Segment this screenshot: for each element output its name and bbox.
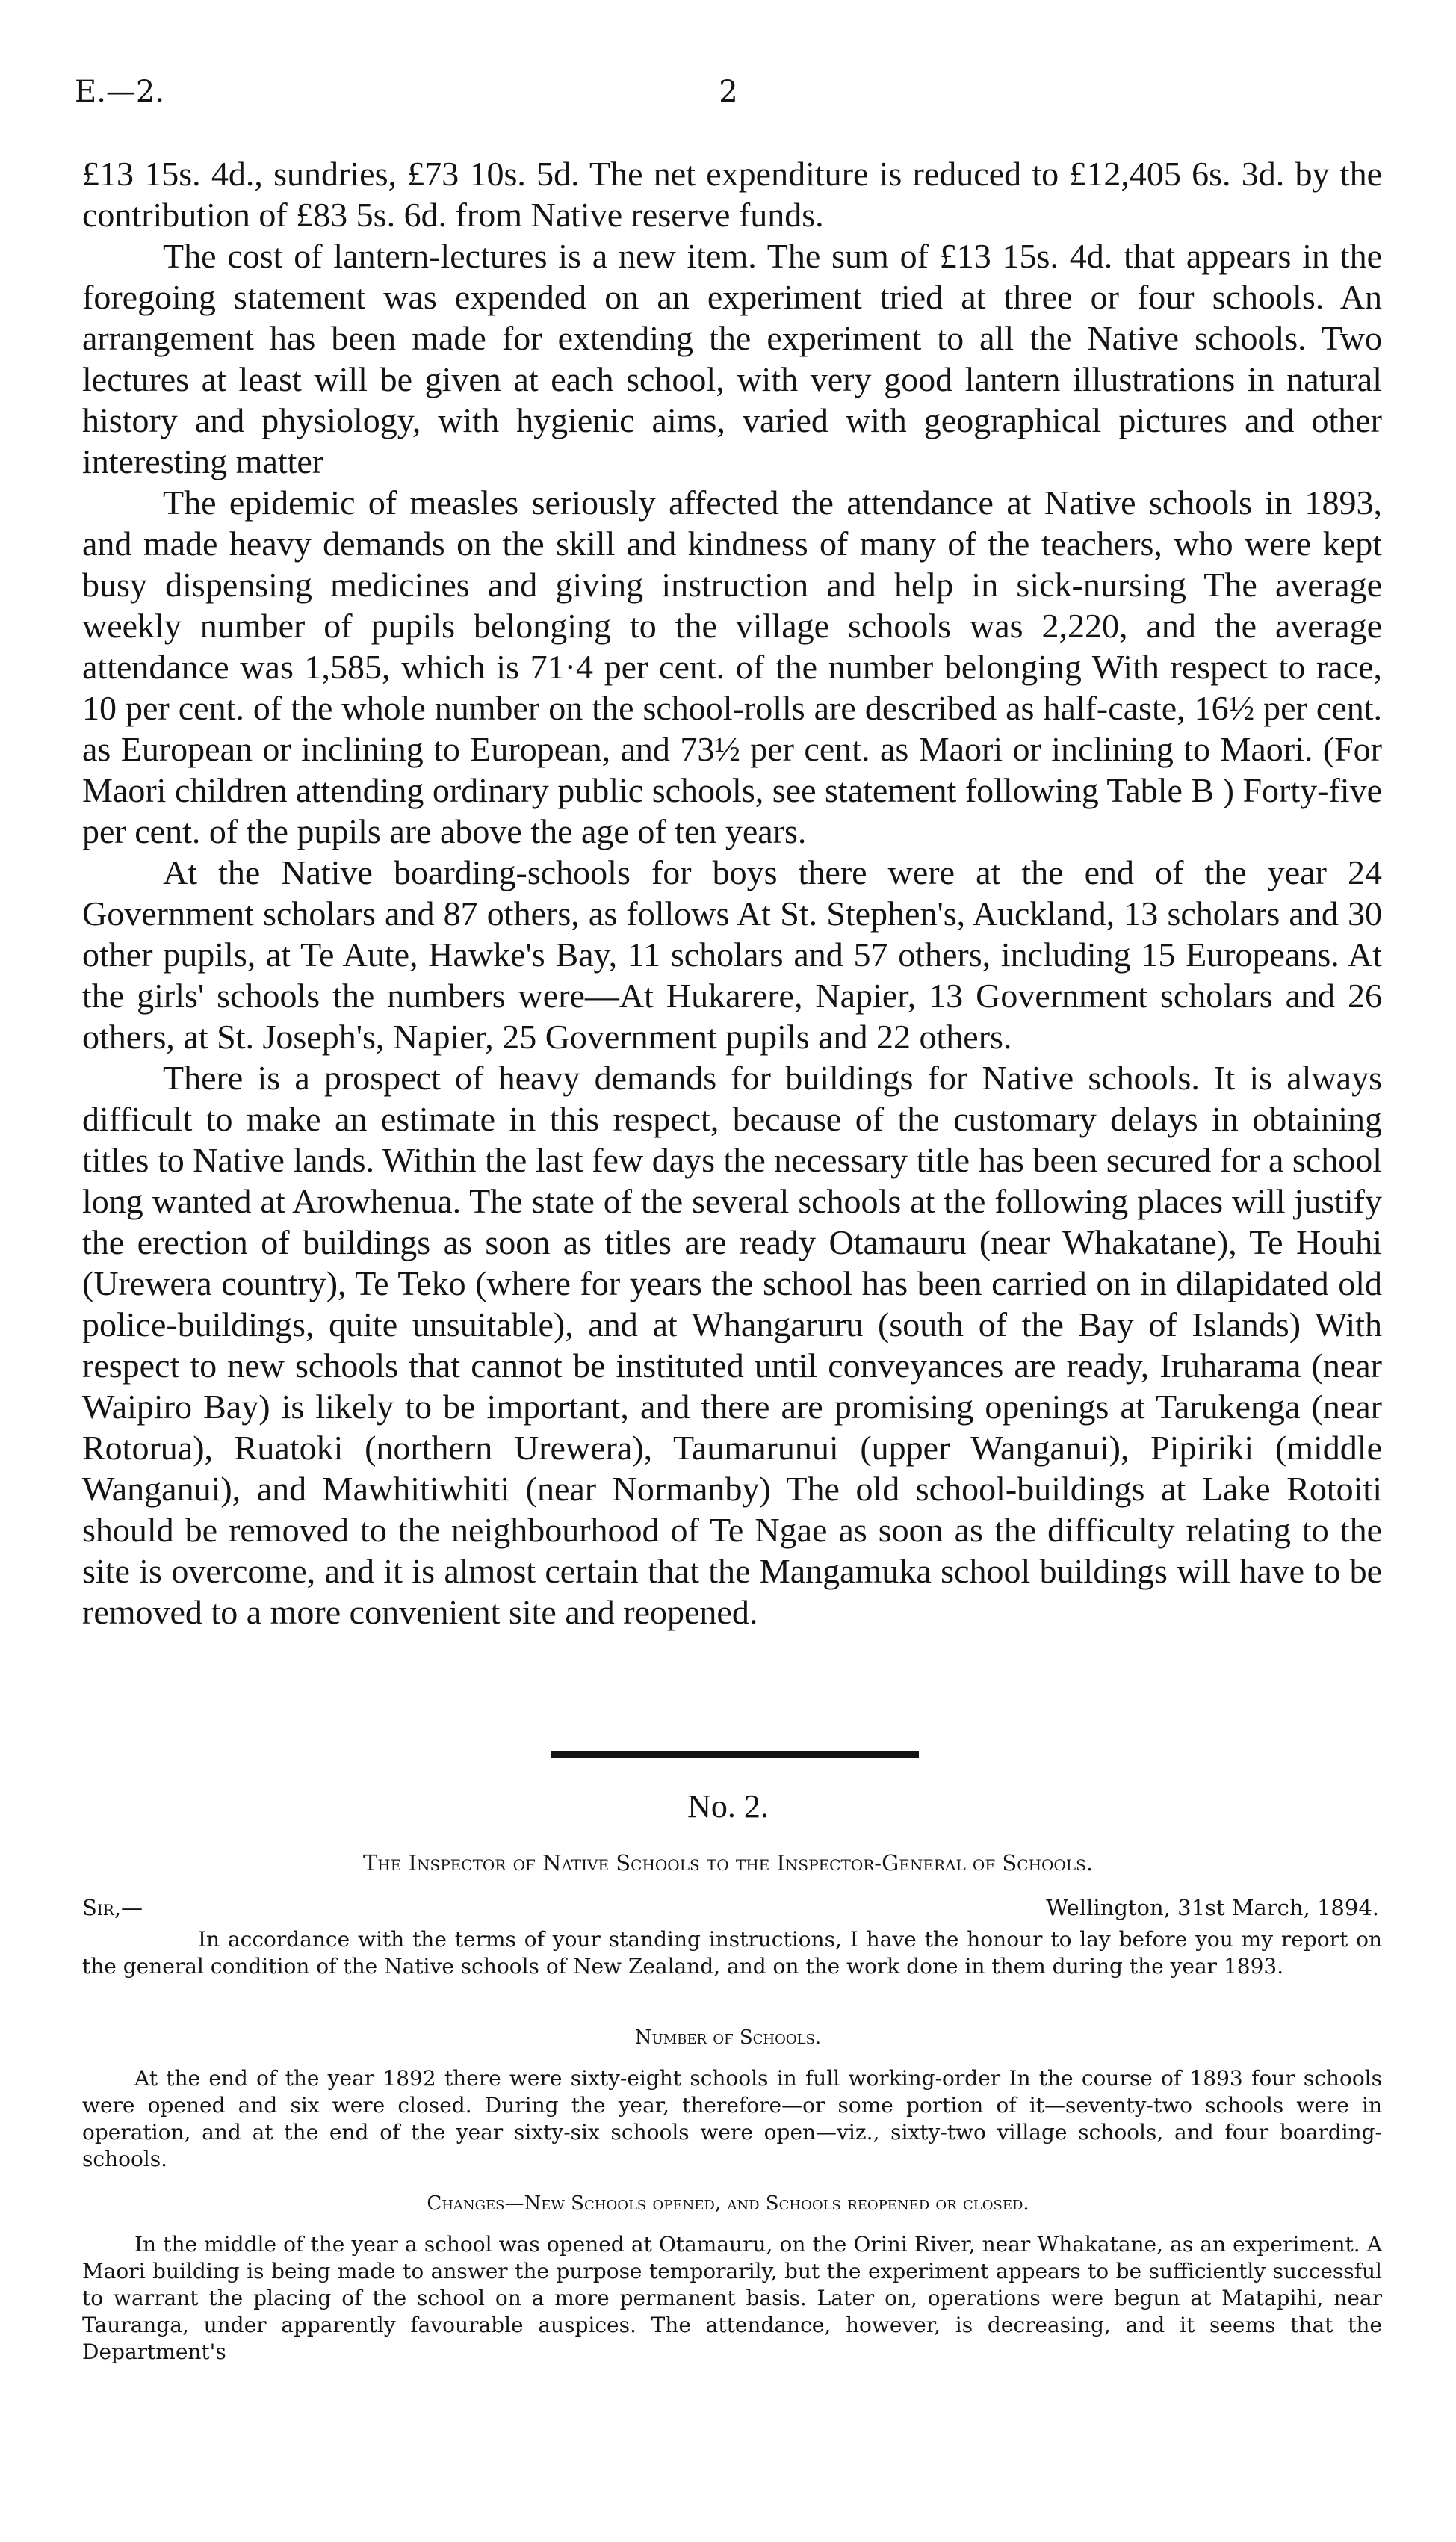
letter-intro (82, 1926, 1382, 1980)
report-body-text (82, 153, 1382, 1633)
section-changes (82, 2231, 1382, 2366)
paragraph-measles-attendance: The epidemic of measles seriously affected the attendance at Native schools in 1893, and made heavy demands on the skill and kindness of many of the teachers, who were kept busy dispensing medicines and giving instruction and help in sick-nursing The average weekly number of pupils belonging to the village schools was 2,220, and the average attendance was 1,585, which is 71·4 per cent. of the number belonging With respect to race, 10 per cent. of the whole number on the school-rolls are described as half-caste, 16½ per cent. as European or inclining to European, and 73½ per cent. as Maori or inclining to Maori. (For Maori children attending ordinary public schools, see statement following Table B ) Forty-five per cent. of the pupils are above the age of ten years. (82, 483, 1382, 850)
section-number-of-schools (82, 2065, 1382, 2173)
paragraph-lantern-lectures: The cost of lantern-lectures is a new item. The sum of £13 15s. 4d. that appears in the foregoing statement was expended on an experiment tried at three or four schools. An arrangement has been made for extending the experiment to all the Native schools. Two lectures at least will be given at each school, with very good lantern illustrations in natural history and physiology, with hygienic aims, varied with geographical pictures and other interesting matter (82, 237, 1382, 480)
letter-salutation: Sir,— (82, 1895, 143, 1920)
paragraph-boarding-schools: At the Native boarding-schools for boys there were at the end of the year 24 Government scholars and 87 others, as follows At St. Stephen's, Auckland, 13 scholars and 30 other pupils, at Te Aute, Hawke's Bay, 11 scholars and 57 others, including 15 Europeans. At the girls' schools the numbers were—At Hukarere, Napier, 13 Government scholars and 26 others, at St. Joseph's, Napier, 25 Government pupils and 22 others. (82, 853, 1382, 1056)
letter-dateline: Wellington, 31st March, 1894. (1046, 1895, 1379, 1920)
paragraph-expenditure: £13 15s. 4d., sundries, £73 10s. 5d. The net expenditure is reduced to £12,405 6s. 3d. by the contribution of £83 5s. 6d. from Native reserve funds. (82, 155, 1382, 234)
section-changes-text: In the middle of the year a school was opened at Otamauru, on the Orini River, near Whakatane, as an experiment. A Maori building is being made to answer the purpose temporarily, but the experiment appears to be sufficiently successful to warrant the placing of the school on a more permanent basis. Later on, operations were begun at Matapihi, near Tauranga, under apparently favourable auspices. The attendance, however, is decreasing, and it seems that the Department's (82, 2232, 1382, 2364)
section-heading-changes: Changes—New Schools opened, and Schools reopened or closed. (427, 2192, 1029, 2215)
page-number: 2 (719, 75, 738, 109)
document-code: E.—2. (75, 75, 165, 109)
letter-heading: The Inspector of Native Schools to the Inspector-General of Schools. (362, 1850, 1094, 1875)
section-divider (551, 1751, 919, 1758)
paragraph-buildings: There is a prospect of heavy demands for buildings for Native schools. It is always difficult to make an estimate in this respect, because of the customary delays in obtaining titles to Native lands. Within the last few days the necessary title has been secured for a school long wanted at Arowhenua. The state of the several schools at the following places will justify the erection of buildings as soon as titles are ready Otamauru (near Whakatane), Te Houhi (Urewera country), Te Teko (where for years the school has been carried on in dilapidated old police-buildings, quite unsuitable), and at Whangaruru (south of the Bay of Islands) With respect to new schools that cannot be instituted until conveyances are ready, Iruharama (near Waipiro Bay) is likely to be important, and there are promising openings at Tarukenga (near Rotorua), Ruatoki (northern Urewera), Taumarunui (upper Wanganui), Pipiriki (middle Wanganui), and Mawhitiwhiti (near Normanby) The old school-buildings at Lake Rotoiti should be removed to the neighbourhood of Te Ngae as soon as the difficulty relating to the site is overcome, and it is almost certain that the Mangamuka school buildings will have to be removed to a more convenient site and reopened. (82, 1059, 1382, 1631)
page-header (75, 75, 1382, 127)
letter-intro-text: In accordance with the terms of your standing instructions, I have the honour to lay before you my report on the general condition of the Native schools of New Zealand, and on the work done in them during the year 1893. (82, 1927, 1382, 1979)
letter-number: No. 2. (687, 1788, 769, 1825)
section-heading-number-of-schools: Number of Schools. (634, 2026, 822, 2049)
section-number-of-schools-text: At the end of the year 1892 there were sixty-eight schools in full working-order In the course of 1893 four schools were opened and six were closed. During the year, therefore—or some portion of it—seventy-two schools were in operation, and at the end of the year sixty-six schools were open—viz., sixty-two village schools, and four boarding-schools. (82, 2066, 1382, 2171)
